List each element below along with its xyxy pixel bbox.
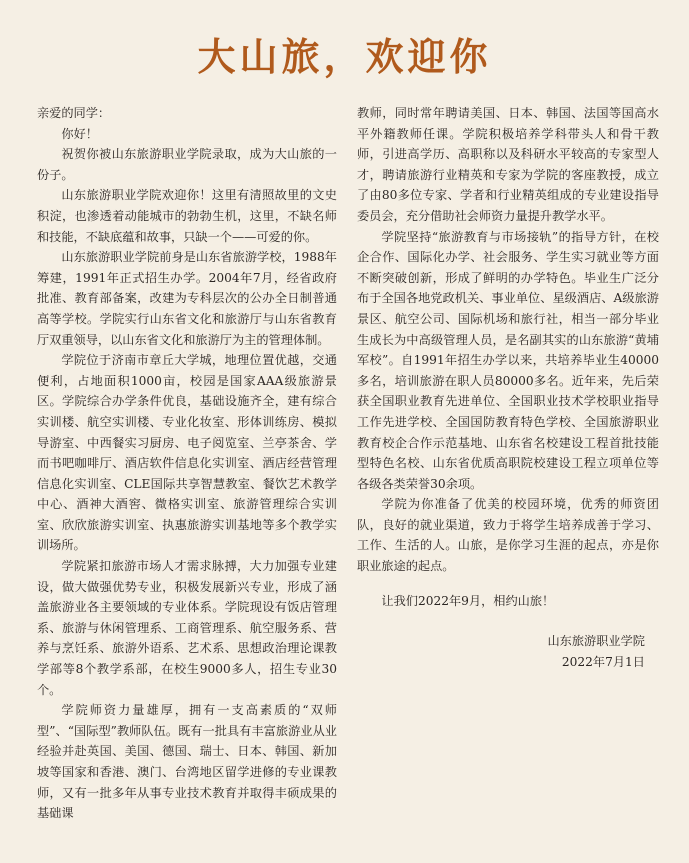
page-title: 大山旅，欢迎你 — [197, 34, 492, 79]
salutation: 亲爱的同学： — [37, 106, 111, 120]
greeting: 你好！ — [61, 126, 98, 141]
paragraph-welcome: 山东旅游职业学院欢迎你！这里有清照故里的文史积淀，也渗透着动能城市的勃勃生机，这里，不缺名师和技能，不缺底蕴和故事，只缺一个——可爱的你。 — [37, 188, 337, 244]
paragraph-features: 学院坚持“旅游教育与市场接轨”的指导方针，在校企合作、国际化办学、社会服务、学生实习就业等方面不断突破创新，形成了鲜明的办学特色。毕业生广泛分布于全国各地党政机关、事业单位、星级酒店、A级旅游景区、航空公司、国际机场和旅行社，相当一部分毕业生成长为中高级管理人员，是名副其实的山东旅游“黄埔军校”。自1991年招生办学以来，共培养毕业生40000多名，培训旅游在职人员80000多名。近年来，先后荣获全国职业教育先进单位、全国职业技术学校职业指导工作先进学校、全国国防教育特色学校、全国旅游职业教育校企合作示范基地、山东省名校建设工程首批技能型特色名校、山东省优质高职院校建设工程立项单位等各级各类荣誉30余项。 — [357, 229, 659, 491]
paragraph-invitation: 让我们2022年9月，相约山旅！ — [381, 593, 555, 608]
left-column — [37, 103, 337, 824]
paragraph-congrats: 祝贺你被山东旅游职业学院录取，成为大山旅的一份子。 — [37, 147, 337, 182]
paragraph-programs: 学院紧扣旅游市场人才需求脉搏，大力加强专业建设，做大做强优势专业，积极发展新兴专业，形成了涵盖旅游业各主要领域的专业体系。学院现设有饭店管理系、旅游与休闲管理系、工商管理系、航空服务系、营养与烹饪系、旅游外语系、艺术系、思想政治理论课教学部等8个教学系部，在校生9000多人，招生专业30个。 — [37, 559, 337, 697]
paragraph-history: 山东旅游职业学院前身是山东省旅游学校，1988年筹建，1991年正式招生办学。2004年7月，经省政府批准、教育部备案，改建为专科层次的公办全日制普通高等学校。学院实行山东省文化和旅游厅与山东省教育厅双重领导，以山东省文化和旅游厅为主的管理体制。 — [37, 250, 337, 347]
paragraph-faculty-continued: 教师，同时常年聘请美国、日本、韩国、法国等国高水平外籍教师任课。学院积极培养学科带头人和骨干教师，引进高学历、高职称以及科研水平较高的专家型人才，聘请旅游行业精英和专家为学院的客座教授，成立了由80多位专家、学者和行业精英组成的专业建设指导委员会，充分借助社会师资力量提升教学水平。 — [357, 106, 659, 223]
date: 2022年7月1日 — [561, 654, 645, 669]
right-column — [357, 103, 659, 672]
paragraph-faculty: 学院师资力量雄厚，拥有一支高素质的“双师型”、“国际型”教师队伍。既有一批具有丰富旅游业从业经验并赴英国、美国、德国、瑞士、日本、韩国、新加坡等国家和香港、澳门、台湾地区留学进修的专业课教师，又有一批多年从事专业技术教育并取得丰硕成果的基础课 — [37, 703, 337, 821]
signature: 山东旅游职业学院 — [547, 634, 645, 649]
paragraph-environment: 学院为你准备了优美的校园环境，优秀的师资团队，良好的就业渠道，致力于将学生培养成善于学习、工作、生活的人。山旅，是你学习生涯的起点，亦是你职业旅途的起点。 — [357, 497, 659, 574]
paragraph-campus: 学院位于济南市章丘大学城，地理位置优越，交通便利，占地面积1000亩，校园是国家AAA级旅游景区。学院综合办学条件优良，基础设施齐全，建有综合实训楼、航空实训楼、专业化妆室、形体训练房、模拟导游室、中西餐实习厨房、电子阅览室、兰亭茶舍、学而书吧咖啡厅、酒店软件信息化实训室、酒店经营管理信息化实训室、CLE国际共享智慧教室、餐饮艺术教学中心、酒神大酒窖、微格实训室、旅游管理综合实训室、欣欣旅游实训室、执惠旅游实训基地等多个教学实训场所。 — [37, 353, 337, 553]
